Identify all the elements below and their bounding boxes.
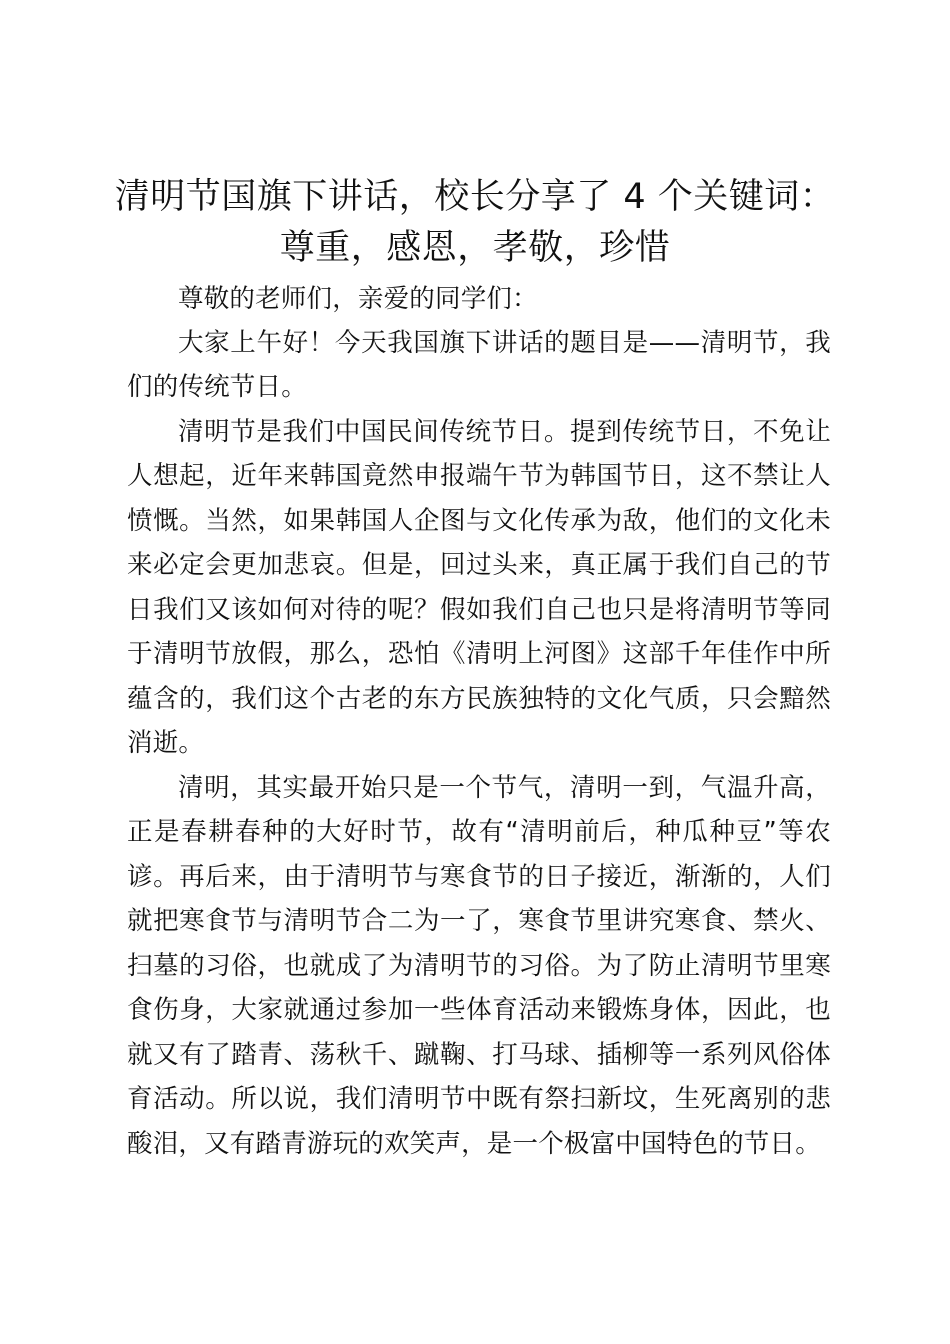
paragraph-2-line-2: 人想起，近年来韩国竟然申报端午节为韩国节日，这不禁让人 bbox=[127, 461, 831, 491]
salutation: 尊敬的老师们，亲爱的同学们： bbox=[178, 284, 538, 314]
document-title-line-1: 清明节国旗下讲话，校长分享了 4 个关键词： bbox=[114, 177, 836, 217]
paragraph-3-line-8: 育活动。所以说，我们清明节中既有祭扫新坟，生死离别的悲 bbox=[127, 1084, 831, 1114]
paragraph-2-line-4: 来必定会更加悲哀。但是，回过头来，真正属于我们自己的节 bbox=[127, 550, 831, 580]
paragraph-3-line-7: 就又有了踏青、荡秋千、蹴鞠、打马球、插柳等一系列风俗体 bbox=[127, 1040, 831, 1070]
paragraph-3-line-6: 食伤身，大家就通过参加一些体育活动来锻炼身体，因此，也 bbox=[127, 995, 831, 1025]
paragraph-2-line-5: 日我们又该如何对待的呢？假如我们自己也只是将清明节等同 bbox=[127, 595, 831, 625]
paragraph-3-line-3: 谚。再后来，由于清明节与寒食节的日子接近，渐渐的，人们 bbox=[127, 862, 831, 892]
paragraph-2-line-1: 清明节是我们中国民间传统节日。提到传统节日，不免让 bbox=[178, 417, 831, 447]
paragraph-2-line-7: 蕴含的，我们这个古老的东方民族独特的文化气质，只会黯然 bbox=[127, 684, 831, 714]
paragraph-3-line-4: 就把寒食节与清明节合二为一了，寒食节里讲究寒食、禁火、 bbox=[127, 906, 831, 936]
paragraph-1-line-1: 大家上午好！今天我国旗下讲话的题目是——清明节，我 bbox=[178, 328, 831, 358]
paragraph-2-line-3: 愤慨。当然，如果韩国人企图与文化传承为敌，他们的文化未 bbox=[127, 506, 831, 536]
paragraph-1-line-2: 们的传统节日。 bbox=[127, 372, 307, 402]
paragraph-3-line-2: 正是春耕春种的大好时节，故有“清明前后，种瓜种豆”等农 bbox=[127, 817, 831, 847]
paragraph-2-line-6: 于清明节放假，那么，恐怕《清明上河图》这部千年佳作中所 bbox=[127, 639, 831, 669]
document-title-line-2: 尊重，感恩，孝敬，珍惜 bbox=[279, 228, 671, 268]
paragraph-3-line-9: 酸泪，又有踏青游玩的欢笑声，是一个极富中国特色的节日。 bbox=[127, 1129, 821, 1159]
paragraph-3-line-1: 清明，其实最开始只是一个节气，清明一到，气温升高， bbox=[178, 773, 831, 803]
paragraph-3-line-5: 扫墓的习俗，也就成了为清明节的习俗。为了防止清明节里寒 bbox=[127, 951, 831, 981]
paragraph-2-line-8: 消逝。 bbox=[127, 728, 205, 758]
